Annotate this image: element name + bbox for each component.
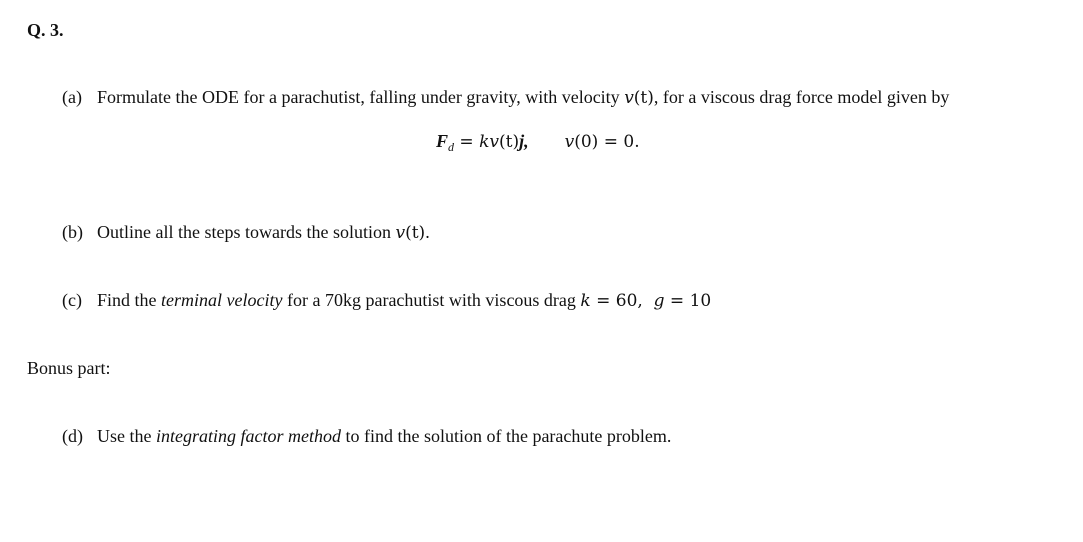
t-arg: (t) [498, 132, 520, 152]
drag-equation [436, 131, 640, 155]
question-number: Q. 3. [27, 20, 64, 40]
part-d-text-post: to find the solution of the parachute problem. [340, 426, 672, 446]
part-a [62, 87, 949, 108]
equals-1: = [454, 132, 480, 152]
part-d-text-pre: Use the [97, 426, 156, 446]
part-b-label: (b) [62, 222, 83, 242]
initial-value: 0. [623, 132, 640, 152]
part-c-label: (c) [62, 290, 82, 310]
part-a-label: (a) [62, 87, 82, 107]
drag-k-value: = 60, [590, 291, 654, 311]
force-subscript: d [448, 140, 455, 154]
initial-condition-v: v [564, 132, 575, 152]
part-d-term: integrating factor method [155, 426, 341, 446]
part-c [62, 290, 711, 311]
part-c-text-mid: for a 70kg parachutist with viscous drag [282, 290, 581, 310]
part-b-velocity-arg: (t) [405, 223, 426, 243]
equation-comma: , [524, 131, 529, 151]
equals-2: = [598, 132, 624, 152]
part-c-term: terminal velocity [161, 290, 283, 310]
part-d-label: (d) [62, 426, 83, 446]
part-a-velocity-arg: (t) [633, 88, 654, 108]
initial-condition-arg: (0) [574, 132, 599, 152]
gravity-g-value: = 10 [664, 291, 712, 311]
part-b-text: Outline all the steps towards the solution [97, 222, 396, 242]
gravity-g-symbol: g [653, 291, 665, 311]
part-a-text: Formulate the ODE for a parachutist, falling under gravity, with velocity [97, 87, 625, 107]
part-b-velocity-symbol: v [395, 223, 406, 243]
part-b [62, 222, 430, 243]
bonus-heading: Bonus part: [27, 358, 111, 378]
part-a-velocity-symbol: v [624, 88, 634, 108]
part-d [62, 426, 671, 447]
kv-term: kv [479, 132, 499, 152]
drag-k-symbol: k [580, 291, 591, 311]
part-a-text-after: , for a viscous drag force model given by [653, 87, 950, 107]
unit-vector-j: j [519, 131, 525, 151]
part-c-text-pre: Find the [97, 290, 162, 310]
part-b-text-after: . [425, 222, 430, 242]
force-symbol: F [436, 131, 449, 151]
